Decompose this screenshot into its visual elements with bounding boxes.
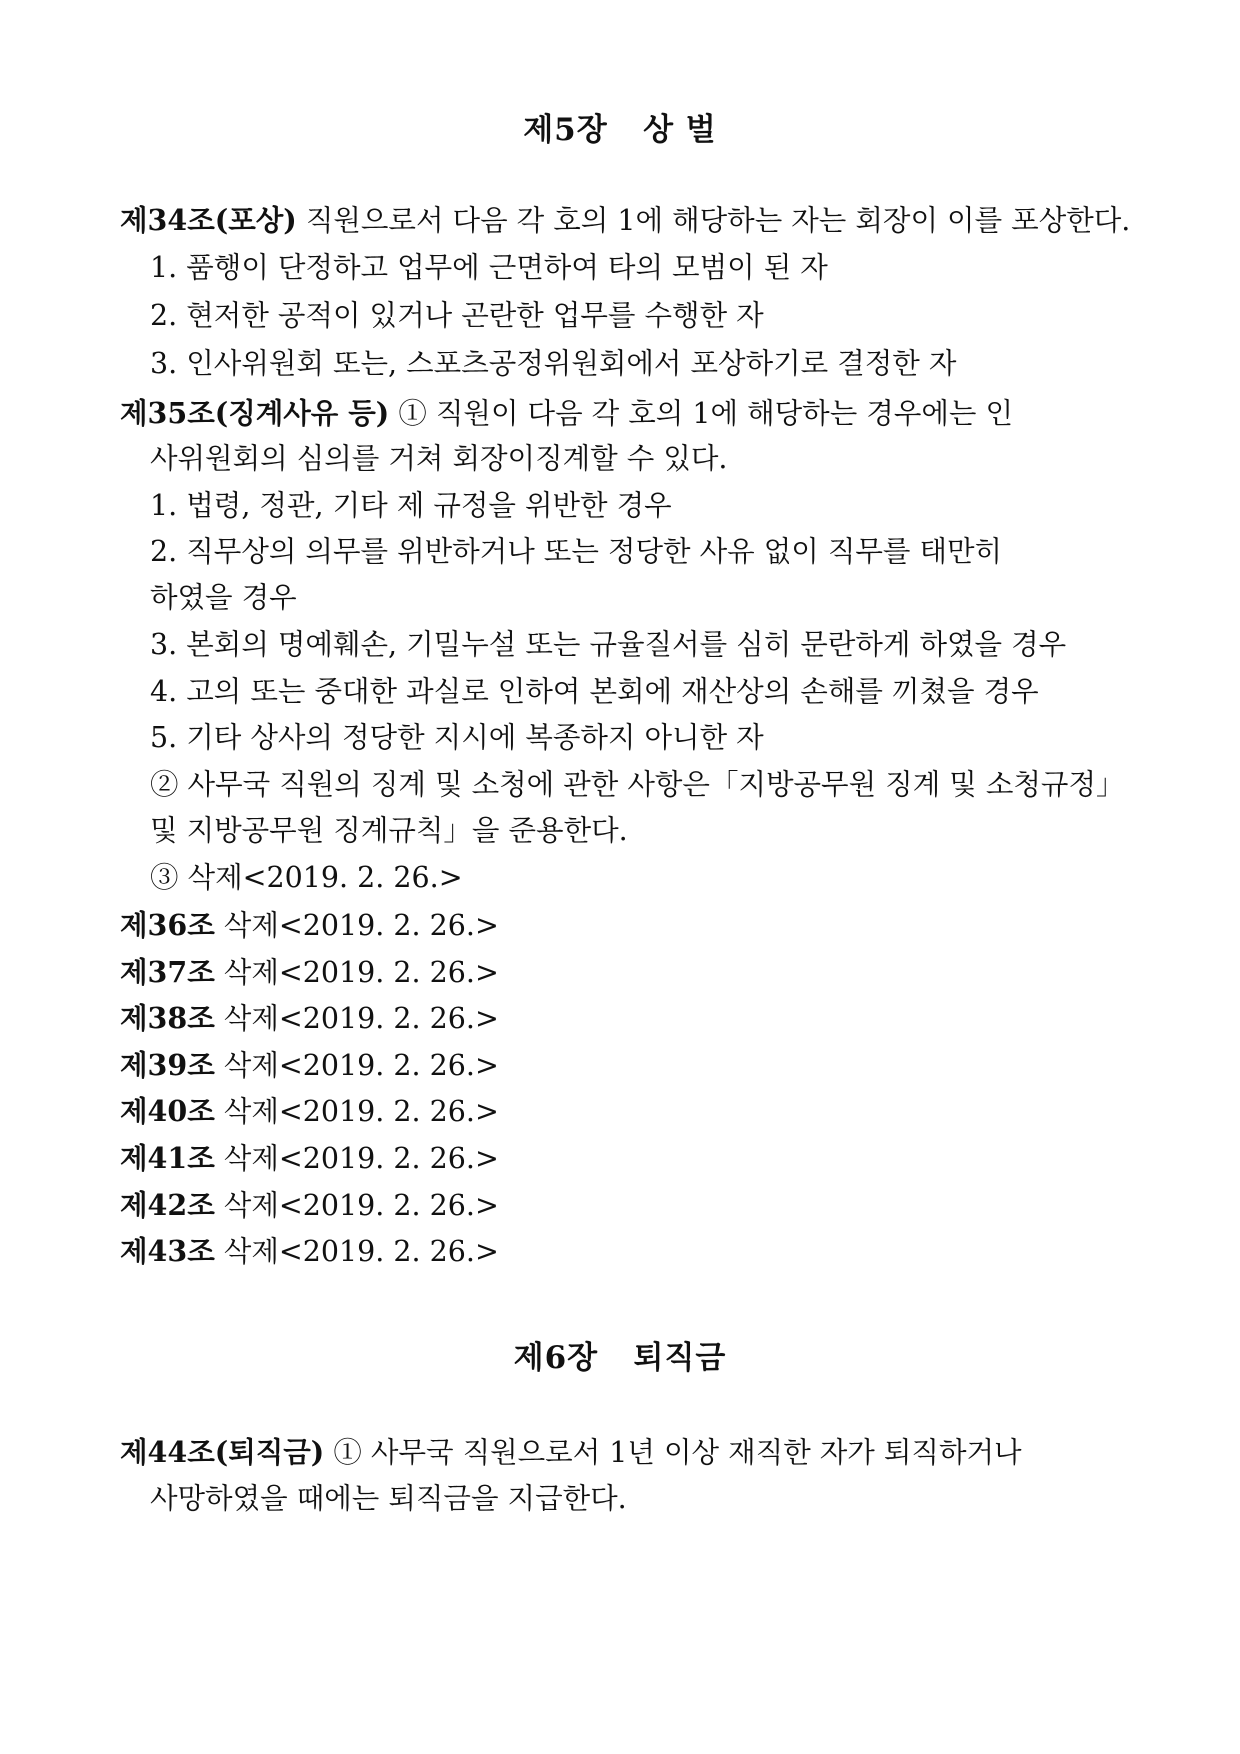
article-44-head: 제44조(퇴직금) bbox=[120, 1435, 325, 1469]
chapter-6-title: 제6장 퇴직금 bbox=[513, 1340, 727, 1376]
article-36-text: 삭제<2019. 2. 26.> bbox=[214, 909, 499, 942]
article-37 bbox=[120, 952, 499, 993]
article-42-head: 제42조 bbox=[120, 1188, 215, 1222]
article-35-item-1: 1. 법령, 정관, 기타 제 규정을 위반한 경우 bbox=[150, 489, 672, 522]
article-34-body: 직원으로서 다음 각 호의 1에 해당하는 자는 회장이 이를 포상한다. bbox=[296, 204, 1131, 237]
article-44-body-line-1: ① 사무국 직원으로서 1년 이상 재직한 자가 퇴직하거나 bbox=[324, 1436, 1022, 1469]
article-35-para-3: ③ 삭제<2019. 2. 26.> bbox=[150, 861, 463, 894]
article-40-text: 삭제<2019. 2. 26.> bbox=[214, 1095, 499, 1128]
article-36 bbox=[120, 905, 499, 946]
article-38 bbox=[120, 998, 499, 1039]
article-39-head: 제39조 bbox=[120, 1048, 215, 1082]
article-35 bbox=[120, 393, 1013, 434]
article-40 bbox=[120, 1091, 499, 1132]
article-40-head: 제40조 bbox=[120, 1094, 215, 1128]
article-43 bbox=[120, 1231, 499, 1272]
article-43-text: 삭제<2019. 2. 26.> bbox=[214, 1235, 499, 1268]
article-44 bbox=[120, 1432, 1022, 1473]
article-35-body-line-1: ① 직원이 다음 각 호의 1에 해당하는 경우에는 인 bbox=[389, 397, 1014, 430]
article-35-para-2-line-1: ② 사무국 직원의 징계 및 소청에 관한 사항은「지방공무원 징계 및 소청규정」 bbox=[150, 768, 1125, 801]
article-36-head: 제36조 bbox=[120, 908, 215, 942]
article-35-item-2-line-2: 하였을 경우 bbox=[150, 581, 297, 614]
article-38-text: 삭제<2019. 2. 26.> bbox=[214, 1002, 499, 1035]
article-41 bbox=[120, 1138, 499, 1179]
article-34-item-2: 2. 현저한 공적이 있거나 곤란한 업무를 수행한 자 bbox=[150, 299, 764, 332]
article-34-item-1: 1. 품행이 단정하고 업무에 근면하여 타의 모범이 된 자 bbox=[150, 251, 828, 284]
article-35-item-4: 4. 고의 또는 중대한 과실로 인하여 본회에 재산상의 손해를 끼쳤을 경우 bbox=[150, 675, 1039, 708]
article-38-head: 제38조 bbox=[120, 1001, 215, 1035]
article-34-head: 제34조(포상) bbox=[120, 203, 297, 237]
article-35-para-2-line-2: 및 지방공무원 징계규칙」을 준용한다. bbox=[150, 814, 628, 847]
article-35-item-3: 3. 본회의 명예훼손, 기밀누설 또는 규율질서를 심히 문란하게 하였을 경우 bbox=[150, 628, 1067, 661]
article-39 bbox=[120, 1045, 499, 1086]
article-35-head: 제35조(징계사유 등) bbox=[120, 396, 390, 430]
article-34-item-3: 3. 인사위원회 또는, 스포츠공정위원회에서 포상하기로 결정한 자 bbox=[150, 347, 957, 380]
chapter-5-title: 제5장 상 벌 bbox=[523, 112, 717, 148]
article-42 bbox=[120, 1185, 499, 1226]
article-37-head: 제37조 bbox=[120, 955, 215, 989]
article-41-head: 제41조 bbox=[120, 1141, 215, 1175]
article-44-body-line-2: 사망하였을 때에는 퇴직금을 지급한다. bbox=[150, 1482, 627, 1515]
article-35-item-5: 5. 기타 상사의 정당한 지시에 복종하지 아니한 자 bbox=[150, 721, 764, 754]
article-39-text: 삭제<2019. 2. 26.> bbox=[214, 1049, 499, 1082]
article-41-text: 삭제<2019. 2. 26.> bbox=[214, 1142, 499, 1175]
article-34 bbox=[120, 200, 1130, 241]
article-43-head: 제43조 bbox=[120, 1234, 215, 1268]
article-35-body-line-2: 사위원회의 심의를 거쳐 회장이징계할 수 있다. bbox=[150, 442, 728, 475]
article-42-text: 삭제<2019. 2. 26.> bbox=[214, 1189, 499, 1222]
article-37-text: 삭제<2019. 2. 26.> bbox=[214, 956, 499, 989]
article-35-item-2-line-1: 2. 직무상의 의무를 위반하거나 또는 정당한 사유 없이 직무를 태만히 bbox=[150, 535, 1003, 568]
